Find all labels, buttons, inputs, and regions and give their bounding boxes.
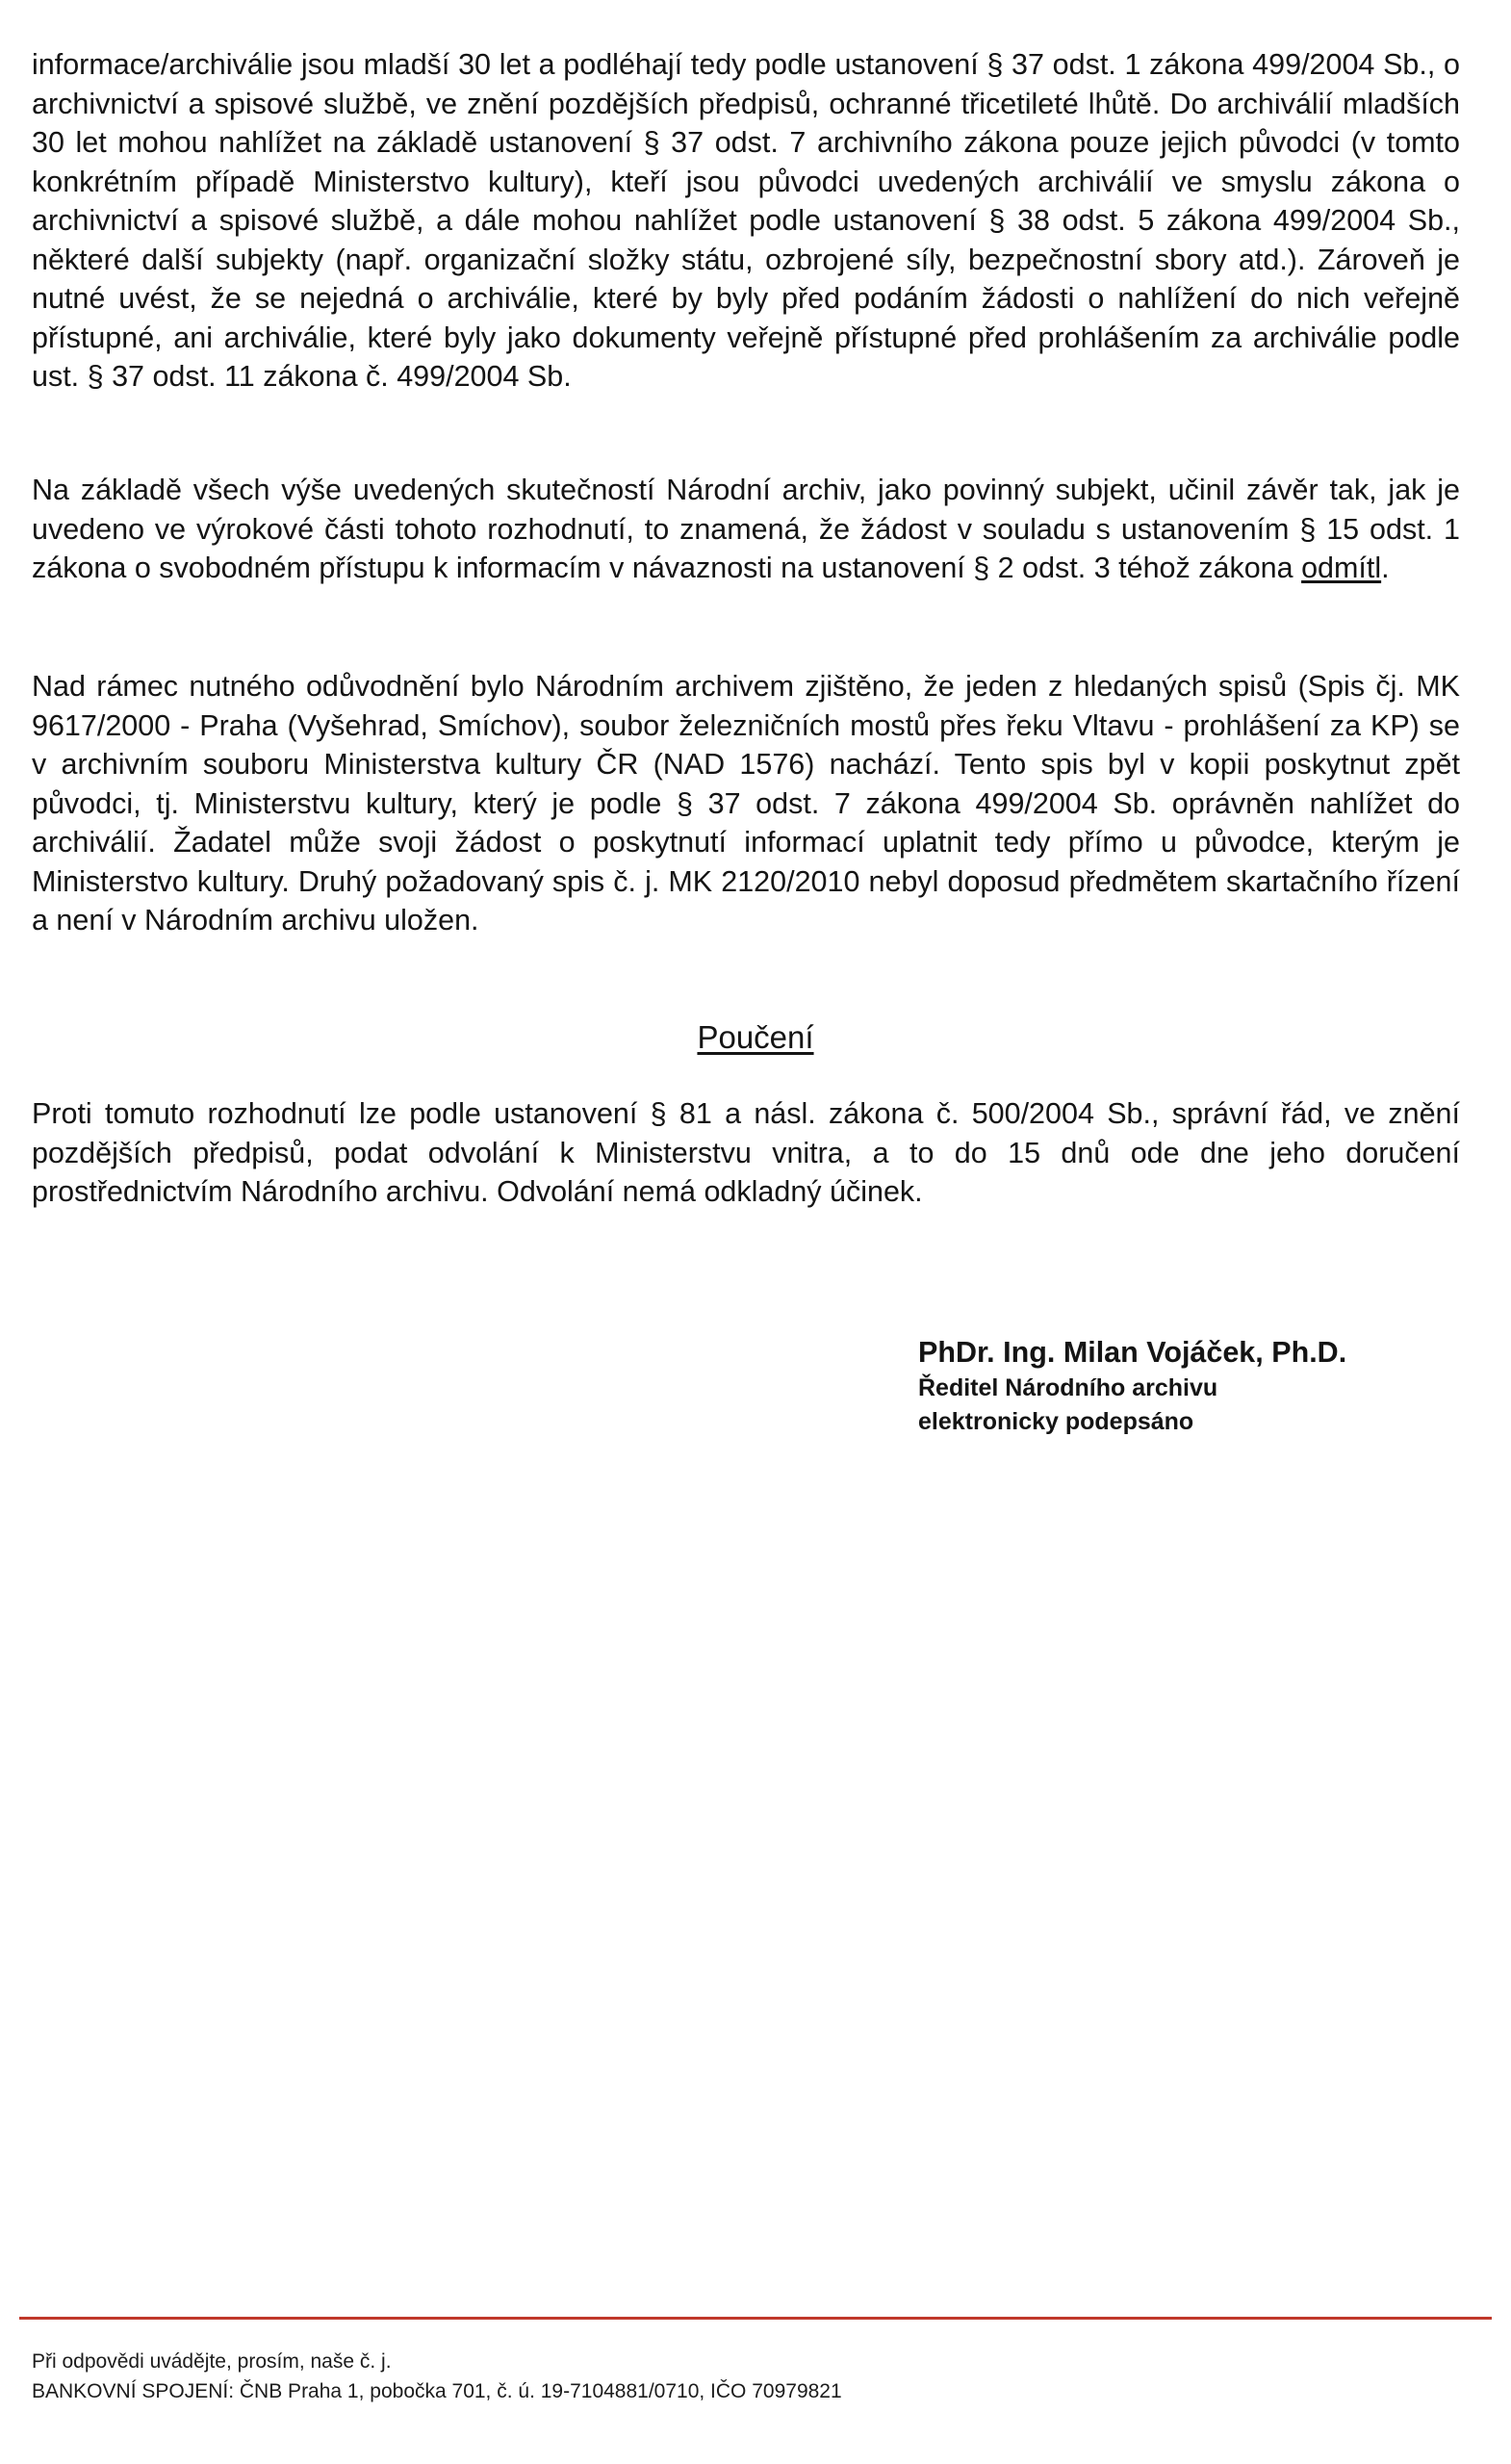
footer-reference-line: Při odpovědi uvádějte, prosím, naše č. j. bbox=[32, 2350, 392, 2373]
signature-block bbox=[918, 1333, 1457, 1439]
footer-divider bbox=[19, 2317, 1492, 2320]
instruction-paragraph: Proti tomuto rozhodnutí lze podle ustanovení § 81 a násl. zákona č. 500/2004 Sb., správní řád, ve znění pozdějších předpisů, podat odvolání k Ministerstvu vnitra, a to do 15 dnů ode dne jeho doručení prostřednictvím Národního archivu. Odvolání nemá odkladný účinek. bbox=[32, 1097, 1460, 1208]
instruction-heading-text: Poučení bbox=[697, 1019, 814, 1055]
decision-emphasis: odmítl bbox=[1301, 552, 1382, 584]
signatory-title: Ředitel Národního archivu bbox=[918, 1374, 1218, 1401]
signatory-name: PhDr. Ing. Milan Vojáček, Ph.D. bbox=[918, 1336, 1347, 1369]
instruction-heading bbox=[0, 1018, 1511, 1057]
body-paragraph-additional-finding: Nad rámec nutného odůvodnění bylo Národním archivem zjištěno, že jeden z hledaných spisů (Spis čj. MK 9617/2000 - Praha (Vyšehrad, Smíchov), soubor železničních mostů přes řeku Vltavu - prohlášení za KP) se v archivním souboru Ministerstva kultury ČR (NAD 1576) nachází. Tento spis byl v kopii poskytnut zpět původci, tj. Ministerstvu kultury, který je podle § 37 odst. 7 zákona 499/2004 Sb. oprávněn nahlížet do archiválií. Žadatel může svoji žádost o poskytnutí informací uplatnit tedy přímo u původce, kterým je Ministerstvo kultury. Druhý požadovaný spis č. j. MK 2120/2010 nebyl doposud předmětem skartačního řízení a není v Národním archivu uložen. bbox=[32, 670, 1460, 937]
conclusion-end: . bbox=[1381, 552, 1390, 584]
body-paragraph-conclusion bbox=[32, 471, 1460, 588]
signature-note: elektronicky podepsáno bbox=[918, 1408, 1194, 1435]
footer-bank-line: BANKOVNÍ SPOJENÍ: ČNB Praha 1, pobočka 701, č. ú. 19-7104881/0710, IČO 70979821 bbox=[32, 2380, 842, 2402]
conclusion-text: Na základě všech výše uvedených skutečností Národní archiv, jako povinný subjekt, učinil závěr tak, jak je uvedeno ve výrokové části tohoto rozhodnutí, to znamená, že žádost v souladu s ustanovením § 15 odst. 1 zákona o svobodném přístupu k informacím v návaznosti na ustanovení § 2 odst. 3 téhož zákona bbox=[32, 474, 1460, 584]
body-paragraph-archive-protection: informace/archiválie jsou mladší 30 let a podléhají tedy podle ustanovení § 37 odst. 1 zákona 499/2004 Sb., o archivnictví a spisové službě, ve znění pozdějších předpisů, ochranné třicetileté lhůtě. Do archiválií mladších 30 let mohou nahlížet na základě ustanovení § 37 odst. 7 archivního zákona pouze jejich původci (v tomto konkrétním případě Ministerstvo kultury), kteří jsou původci uvedených archiválií ve smyslu zákona o archivnictví a spisové službě, a dále mohou nahlížet podle ustanovení § 38 odst. 5 zákona 499/2004 Sb., některé další subjekty (např. organizační složky státu, ozbrojené síly, bezpečnostní sbory atd.). Zároveň je nutné uvést, že se nejedná o archiválie, které by byly před podáním žádosti o nahlížení do nich veřejně přístupné, ani archiválie, které byly jako dokumenty veřejně přístupné před prohlášením za archiválie podle ust. § 37 odst. 11 zákona č. 499/2004 Sb. bbox=[32, 48, 1460, 393]
page-footer bbox=[32, 2347, 1475, 2406]
